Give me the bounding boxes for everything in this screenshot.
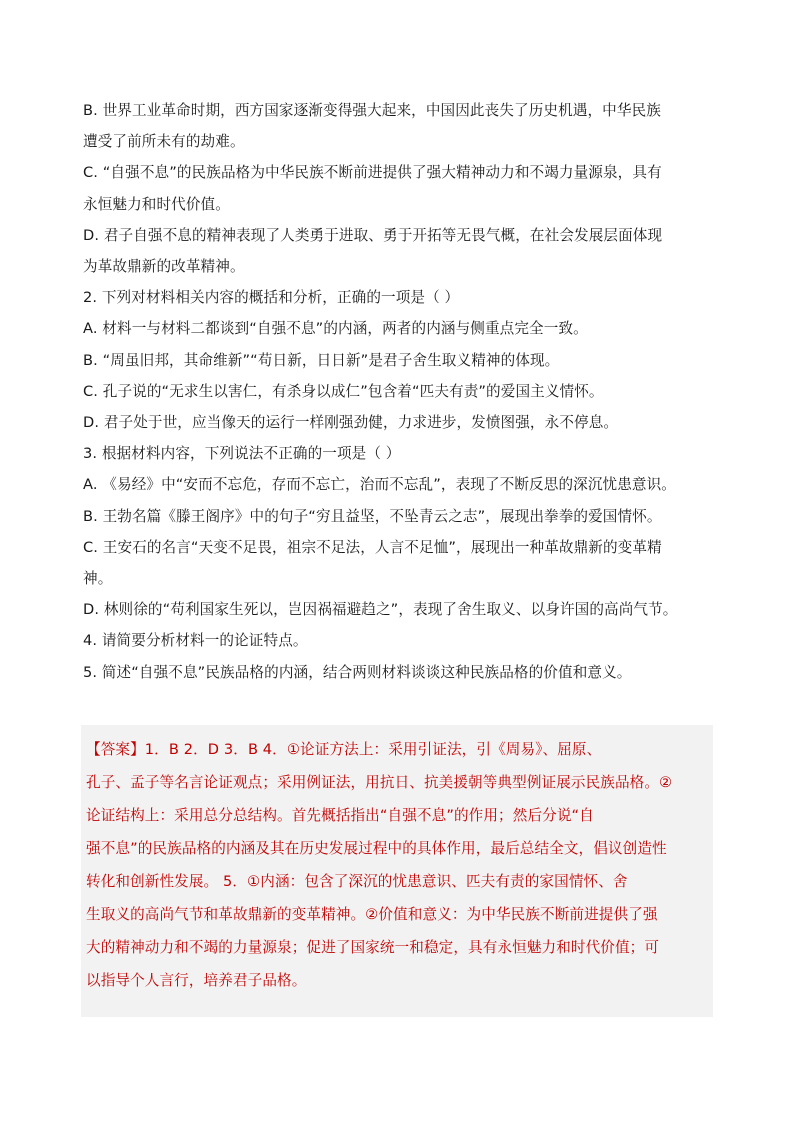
question-3-option-d: D. 林则徐的“苟利国家生死以，岂因祸福避趋之”，表现了舍生取义、以身许国的高尚气节。 (83, 601, 678, 619)
answer-line: 生取义的高尚气节和革故鼎新的变革精神。②价值和意义：为中华民族不断前进提供了强 (86, 906, 658, 923)
answer-line: 大的精神动力和不竭的力量源泉；促进了国家统一和稳定，具有永恒魅力和时代价值；可 (86, 939, 660, 956)
question-2-option-b: B. “周虽旧邦，其命维新”“苟日新，日日新”是君子舍生取义精神的体现。 (83, 351, 560, 369)
answer-line: 以指导个人言行，培养君子品格。 (86, 972, 307, 989)
question-2-option-c: C. 孔子说的“无求生以害仁，有杀身以成仁”包含着“匹夫有责”的爱国主义情怀。 (83, 382, 604, 400)
question-3-stem: 3. 根据材料内容，下列说法不正确的一项是（ ） (83, 445, 401, 463)
answer-line: 孔子、孟子等名言论证观点；采用例证法，用抗日、抗美援朝等典型例证展示民族品格。② (86, 774, 673, 791)
text-line: C. “自强不息”的民族品格为中华民族不断前进提供了强大精神动力和不竭力量源泉，具有 (83, 164, 662, 182)
question-2-option-d: D. 君子处于世，应当像天的运行一样刚强劲健，力求进步，发愤图强，永不停息。 (83, 414, 619, 432)
answer-line: 论证结构上：采用总分总结构。首先概括指出“自强不息”的作用；然后分说“自 (86, 807, 594, 824)
question-2-stem: 2. 下列对材料相关内容的概括和分析，正确的一项是（ ） (83, 289, 460, 307)
question-3-option-b: B. 王勃名篇《滕王阁序》中的句子“穷且益坚，不坠青云之志”，展现出拳拳的爱国情怀。 (83, 507, 662, 525)
text-line: 永恒魅力和时代价值。 (83, 195, 230, 213)
question-4-stem: 4. 请简要分析材料一的论证特点。 (83, 632, 308, 650)
text-line: B. 世界工业革命时期，西方国家逐渐变得强大起来，中国因此丧失了历史机遇，中华民族 (83, 102, 661, 119)
question-3-option-a: A. 《易经》中“安而不忘危，存而不忘亡，治而不忘乱”，表现了不断反思的深沉忧患意识。 (83, 476, 676, 494)
question-5-stem: 5. 简述“自强不息”民族品格的内涵，结合两则材料谈谈这种民族品格的价值和意义。 (83, 663, 632, 681)
question-section (83, 95, 713, 688)
question-3-option-c-cont: 神。 (83, 570, 113, 588)
answer-line: 【答案】1．B 2．D 3．B 4．①论证方法上：采用引证法，引《周易》、屈原、 (86, 741, 602, 758)
text-line: 为革故鼎新的改革精神。 (83, 258, 245, 276)
text-line: D. 君子自强不息的精神表现了人类勇于进取、勇于开拓等无畏气概，在社会发展层面体现 (83, 226, 663, 244)
answer-line: 强不息”的民族品格的内涵及其在历史发展过程中的具体作用，最后总结全文，倡议创造性 (86, 840, 667, 857)
answer-line: 转化和创新性发展。 5．①内涵：包含了深沉的忧患意识、匹夫有责的家国情怀、舍 (86, 873, 628, 890)
question-3-option-c: C. 王安石的名言“天变不足畏，祖宗不足法，人言不足恤”，展现出一种革故鼎新的变革精 (83, 538, 662, 556)
text-line: 遭受了前所未有的劫难。 (83, 133, 245, 151)
question-2-option-a: A. 材料一与材料二都谈到“自强不息”的内涵，两者的内涵与侧重点完全一致。 (83, 320, 588, 338)
answer-section (86, 733, 711, 997)
